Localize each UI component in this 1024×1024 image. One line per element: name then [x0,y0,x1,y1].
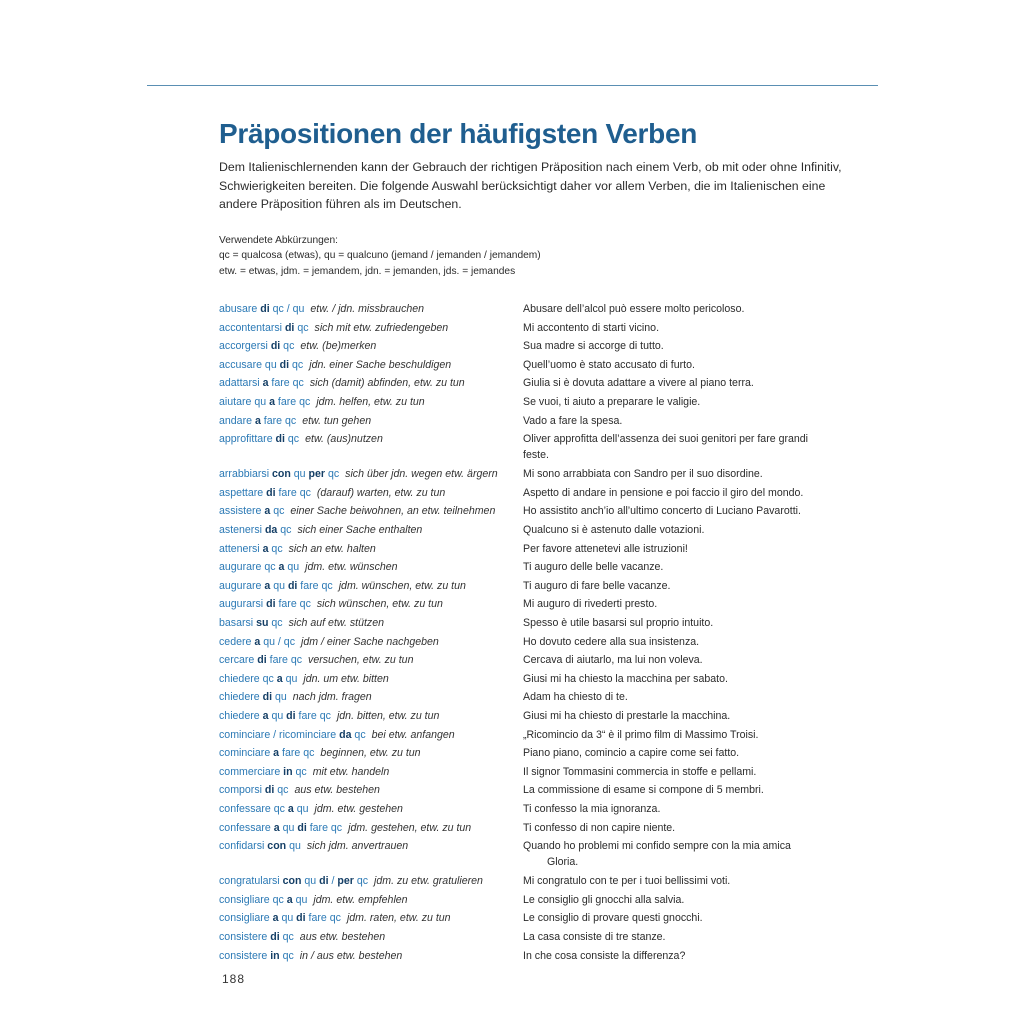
german-translation: sich (damit) abfinden, etw. zu tun [309,377,465,390]
verb-text: qu [279,821,298,834]
page-number: 188 [222,972,246,986]
verb-construction [219,503,523,519]
intro-paragraph: Dem Italienischlernenden kann der Gebrauch der richtigen Präposition nach einem Verb, ob mit oder ohne Infinitiv, Schwierigkeiten bereiten. Die folgende Auswahl berücksichtigt daher vor allem Verben, die im Italienischen eine andere Präposition führen als im Deutschen. [219,160,842,212]
verb-construction [219,948,523,964]
example-sentence [523,615,839,631]
verb-construction [219,413,523,429]
verb-text: chiedere [219,710,263,722]
preposition: a [272,912,279,925]
preposition: a [262,377,269,390]
german-translation: jdm. raten, etw. zu tun [346,912,451,925]
example-sentence [523,634,839,650]
verb-text: confidarsi [219,840,268,853]
example-sentence [523,320,839,336]
example-sentence [523,522,839,538]
preposition: di [279,358,290,371]
verb-text: qc / qu [269,303,305,315]
verb-text: andare [219,414,255,427]
german-translation: sich einer Sache enthalten [297,523,423,536]
example-text: Qualcuno si è astenuto dalle votazioni. [523,523,705,536]
example-text: Sua madre si accorge di tutto. [523,340,664,353]
german-translation: jdm. etw. empfehlen [313,893,408,906]
verb-text: qu [282,672,298,685]
german-translation: jdm. etw. gestehen [314,803,403,816]
example-sentence [523,431,839,463]
example-text: Le consiglio di provare questi gnocchi. [523,912,703,925]
example-sentence [523,485,839,501]
german-translation: sich mit etw. zufriedengeben [314,321,449,334]
preposition: con [272,468,291,481]
verb-text: cedere [219,635,255,648]
example-sentence [523,394,839,410]
german-translation: nach jdm. fragen [292,691,372,704]
example-sentence [523,708,839,724]
example-text: Aspetto di andare in pensione e poi faccio il giro del mondo. [523,486,804,499]
verb-text: qu [284,561,300,574]
verb-text: comporsi [219,784,265,797]
german-translation: bei etw. anfangen [371,728,455,741]
german-translation: beginnen, etw. zu tun [320,747,421,760]
preposition: a [286,893,293,906]
preposition: di [264,784,275,797]
abbreviations-heading: Verwendete Abkürzungen: [219,235,338,246]
verb-construction [219,466,523,482]
verb-text: qu [268,710,287,722]
example-sentence [523,948,839,964]
preposition: a [264,505,271,518]
preposition: da [339,728,352,741]
verb-text: fare qc [260,414,297,427]
preposition: a [276,672,283,685]
preposition: a [269,396,275,409]
example-sentence [523,745,839,761]
example-text: Cercava di aiutarlo, ma lui non voleva. [523,654,703,667]
verb-text: qu [293,803,309,816]
example-text: Mi auguro di rivederti presto. [523,598,658,611]
verb-entry [219,652,859,671]
german-translation: (darauf) warten, etw. zu tun [316,486,446,499]
verb-text: fare qc [274,396,311,409]
verb-construction [219,522,523,538]
verb-text: cominciare [219,747,274,760]
verb-text: qc [353,875,369,888]
verb-text: qc [270,505,285,518]
german-translation: versuchen, etw. zu tun [308,654,414,667]
german-translation: sich auf etw. stützen [288,616,385,629]
verb-entry [219,578,859,597]
verb-entry [219,910,859,929]
german-translation: sich jdm. anvertrauen [306,840,409,853]
verb-text: consigliare [219,912,273,925]
example-sentence [523,578,839,594]
verb-text: cercare [219,654,258,667]
example-sentence [523,375,839,391]
verb-construction [219,671,523,687]
preposition: a [287,803,294,816]
verb-text: attenersi [219,542,263,555]
verb-entry [219,320,859,339]
example-sentence [523,820,839,836]
verb-entry [219,948,859,967]
german-translation: sich wünschen, etw. zu tun [316,598,443,611]
verb-text: accontentarsi [219,321,285,334]
verb-construction [219,745,523,761]
example-sentence [523,671,839,687]
verb-entry [219,541,859,560]
verb-text: basarsi [219,616,257,629]
verb-construction [219,338,523,354]
preposition: a [254,414,261,427]
verb-text: accorgersi [219,340,271,353]
preposition: a [278,561,285,574]
example-text: Adam ha chiesto di te. [523,691,628,704]
verb-list [219,301,859,966]
verb-text: qc [279,949,294,962]
german-translation: jdn. um etw. bitten [303,672,389,685]
verb-text: qc [268,616,283,629]
example-sentence [523,559,839,575]
german-translation: sich über jdn. wegen etw. ärgern [345,468,498,481]
verb-text: fare qc [295,710,331,722]
verb-text: / [328,875,338,888]
verb-text: qc [280,340,295,353]
verb-construction [219,727,523,743]
german-translation: einer Sache beiwohnen, an etw. teilnehmen [290,505,496,518]
verb-construction [219,320,523,336]
preposition: di [257,654,267,667]
example-text: Ti confesso di non capire niente. [523,821,676,834]
preposition: a [262,710,269,722]
example-sentence [523,892,839,908]
verb-text: qc [292,765,307,778]
verb-text: abusare [219,303,261,315]
verb-entry [219,431,859,466]
preposition: con [282,875,302,888]
verb-construction [219,782,523,798]
example-text: Il signor Tommasini commercia in stoffe e pellami. [523,765,757,778]
verb-text: fare qc [306,821,343,834]
verb-construction [219,596,523,612]
example-text: La commissione di esame si compone di 5 membri. [523,784,764,797]
german-translation: mit etw. handeln [312,765,390,778]
example-text: Quando ho problemi mi confido sempre con la mia amica [523,840,791,853]
example-text-continued: Gloria. [547,856,579,869]
example-text: Mi sono arrabbiata con Sandro per il suo disordine. [523,468,763,481]
verb-text: qc [325,468,340,481]
german-translation: etw. / jdn. missbrauchen [310,303,425,315]
verb-text: qu / qc [260,635,295,648]
example-text: Ti confesso la mia ignoranza. [523,803,661,816]
verb-text: qu [292,893,308,906]
example-text: Le consiglio gli gnocchi alla salvia. [523,893,685,906]
german-translation: jdm. etw. wünschen [305,561,398,574]
preposition: di [270,930,280,943]
verb-construction [219,394,523,410]
verb-entry [219,892,859,911]
verb-entry [219,596,859,615]
top-rule [147,85,878,86]
verb-entry [219,503,859,522]
page-title: Präpositionen der häufigsten Verben [219,118,698,149]
verb-entry [219,375,859,394]
verb-text: confessare [219,821,274,834]
verb-text: augurare [219,579,265,592]
preposition: da [264,523,278,536]
verb-text: qc [351,728,366,741]
verb-construction [219,541,523,557]
example-text: Mi congratulo con te per i tuoi bellissimi voti. [523,875,731,888]
verb-text: approfittare [219,433,276,446]
example-sentence [523,413,839,429]
verb-construction [219,652,523,668]
example-sentence [523,541,839,557]
preposition: di [262,691,273,704]
verb-text: qu [301,875,320,888]
example-text: Se vuoi, ti aiuto a preparare le valigie. [523,396,701,409]
german-translation: aus etw. bestehen [299,930,386,943]
verb-entry [219,338,859,357]
preposition: a [273,747,280,760]
german-translation: etw. (aus)nutzen [305,433,383,446]
verb-text: qc [279,930,294,943]
verb-text: chiedere [219,691,263,704]
verb-text: accusare qu [219,358,280,371]
example-sentence [523,338,839,354]
verb-text: arrabbiarsi [219,468,272,481]
example-sentence [523,782,839,798]
verb-entry [219,634,859,653]
verb-construction [219,689,523,705]
verb-text: augurare qc [219,561,279,574]
verb-text: consistere [219,949,271,962]
verb-text: qu [278,912,297,925]
verb-text: aspettare [219,486,267,499]
preposition: di [296,912,306,925]
preposition: di [266,486,276,499]
preposition: a [254,635,261,648]
verb-entry [219,764,859,783]
german-translation: jdn. bitten, etw. zu tun [336,710,440,722]
verb-text: qu [270,579,288,592]
example-text: Abusare dell’alcol può essere molto pericoloso. [523,303,745,315]
example-text: Giusi mi ha chiesto la macchina per sabato. [523,672,728,685]
example-text: „Ricomincio da 3“ è il primo film di Massimo Troisi. [523,728,759,741]
example-sentence [523,727,839,743]
preposition: su [256,616,269,629]
example-sentence [523,689,839,705]
example-text: Per favore attenetevi alle istruzioni! [523,542,688,555]
german-translation: jdm / einer Sache nachgeben [301,635,439,648]
verb-entry [219,357,859,376]
example-text-continued: feste. [523,449,549,462]
verb-construction [219,929,523,945]
german-translation: jdm. wünschen, etw. zu tun [338,579,466,592]
example-text: Ho dovuto cedere alla sua insistenza. [523,635,700,648]
preposition: a [262,542,269,555]
example-sentence [523,652,839,668]
example-text: Mi accontento di starti vicino. [523,321,660,334]
verb-entry [219,782,859,801]
verb-entry [219,485,859,504]
example-text: Giusi mi ha chiesto di prestarle la macchina. [523,710,731,722]
verb-construction [219,820,523,836]
german-translation: sich an etw. halten [288,542,376,555]
verb-construction [219,431,523,447]
preposition: in [283,765,293,778]
verb-text: consigliare qc [219,893,287,906]
verb-entry [219,745,859,764]
german-translation: aus etw. bestehen [294,784,380,797]
preposition: di [319,875,329,888]
example-text: Ti auguro di fare belle vacanze. [523,579,671,592]
example-sentence [523,873,839,889]
verb-construction [219,559,523,575]
verb-construction [219,485,523,501]
example-sentence [523,764,839,780]
preposition: in [270,949,280,962]
verb-text: qc [277,523,292,536]
example-text: Ti auguro delle belle vacanze. [523,561,664,574]
preposition: di [266,598,276,611]
german-translation: etw. tun gehen [302,414,372,427]
verb-entry [219,559,859,578]
verb-entry [219,522,859,541]
example-sentence [523,466,839,482]
verb-construction [219,301,523,317]
verb-construction [219,708,523,724]
verb-entry [219,838,859,873]
verb-text: congratularsi [219,875,283,888]
verb-entry [219,413,859,432]
example-sentence [523,596,839,612]
abbreviations-block [219,233,859,279]
verb-entry [219,301,859,320]
preposition: di [260,303,270,315]
verb-entry [219,671,859,690]
verb-text: qc [289,358,304,371]
verb-entry [219,873,859,892]
preposition: di [270,340,281,353]
verb-text: consistere [219,930,271,943]
verb-text: fare qc [305,912,341,925]
verb-text: qc [284,433,300,446]
german-translation: jdn. einer Sache beschuldigen [309,358,452,371]
verb-entry [219,727,859,746]
example-text: Quell’uomo è stato accusato di furto. [523,358,695,371]
verb-entry [219,708,859,727]
example-sentence [523,910,839,926]
verb-text: commerciare [219,765,284,778]
example-text: Vado a fare la spesa. [523,414,623,427]
verb-entry [219,801,859,820]
preposition: di [297,821,307,834]
verb-text: fare qc [268,377,304,390]
preposition: con [267,840,287,853]
german-translation: jdm. gestehen, etw. zu tun [348,821,472,834]
verb-construction [219,764,523,780]
verb-text: chiedere qc [219,672,277,685]
verb-entry [219,689,859,708]
verb-construction [219,892,523,908]
verb-text: confessare qc [219,803,288,816]
verb-entry [219,466,859,485]
verb-construction [219,801,523,817]
verb-construction [219,375,523,391]
german-translation: etw. (be)merken [300,340,377,353]
verb-construction [219,578,523,594]
preposition: per [337,875,354,888]
verb-text: qu [290,468,309,481]
verb-construction [219,910,523,926]
example-text: La casa consiste di tre stanze. [523,930,666,943]
verb-text: assistere [219,505,265,518]
verb-entry [219,615,859,634]
verb-text: fare qc [266,654,303,667]
verb-construction [219,615,523,631]
verb-construction [219,873,523,889]
verb-text: fare qc [275,598,311,611]
verb-text: fare qc [297,579,333,592]
verb-text: qc [274,784,289,797]
preposition: a [264,579,271,592]
verb-text: fare qc [279,747,315,760]
preposition: a [273,821,280,834]
example-text: Giulia si è dovuta adattare a vivere al piano terra. [523,377,754,390]
verb-text: adattarsi [219,377,263,390]
verb-text: cominciare / ricominciare [219,728,340,741]
abbreviations-line: etw. = etwas, jdm. = jemandem, jdn. = jemanden, jds. = jemandes [219,265,516,277]
verb-entry [219,820,859,839]
verb-text: fare qc [275,486,311,499]
preposition: di [287,579,298,592]
verb-text: qu [272,691,287,704]
verb-construction [219,357,523,373]
example-text: Piano piano, comincio a capire come sei fatto. [523,747,740,760]
example-sentence [523,503,839,519]
verb-text: astenersi [219,523,265,536]
verb-construction [219,634,523,650]
verb-text: qc [268,542,283,555]
verb-entry [219,929,859,948]
german-translation: jdm. helfen, etw. zu tun [316,396,425,409]
preposition: di [286,710,296,722]
verb-text: aiutare qu [219,396,270,409]
verb-text: qc [294,321,309,334]
example-text: Ho assistito anch’io all’ultimo concerto di Luciano Pavarotti. [523,505,801,518]
verb-text: augurarsi [219,598,267,611]
example-text: In che cosa consiste la differenza? [523,949,686,962]
example-sentence [523,929,839,945]
example-text: Oliver approfitta dell’assenza dei suoi genitori per fare grandi [523,433,809,446]
verb-construction [219,838,523,854]
example-sentence [523,357,839,373]
verb-entry [219,394,859,413]
example-sentence [523,301,839,317]
preposition: di [284,321,295,334]
preposition: di [275,433,285,446]
abbreviations-line: qc = qualcosa (etwas), qu = qualcuno (jemand / jemanden / jemandem) [219,250,541,262]
verb-text: qu [286,840,301,853]
german-translation: jdm. zu etw. gratulieren [374,875,483,888]
example-sentence [523,801,839,817]
german-translation: in / aus etw. bestehen [299,949,403,962]
preposition: per [308,468,326,481]
example-sentence [523,838,839,870]
example-text: Spesso è utile basarsi sul proprio intuito. [523,616,714,629]
